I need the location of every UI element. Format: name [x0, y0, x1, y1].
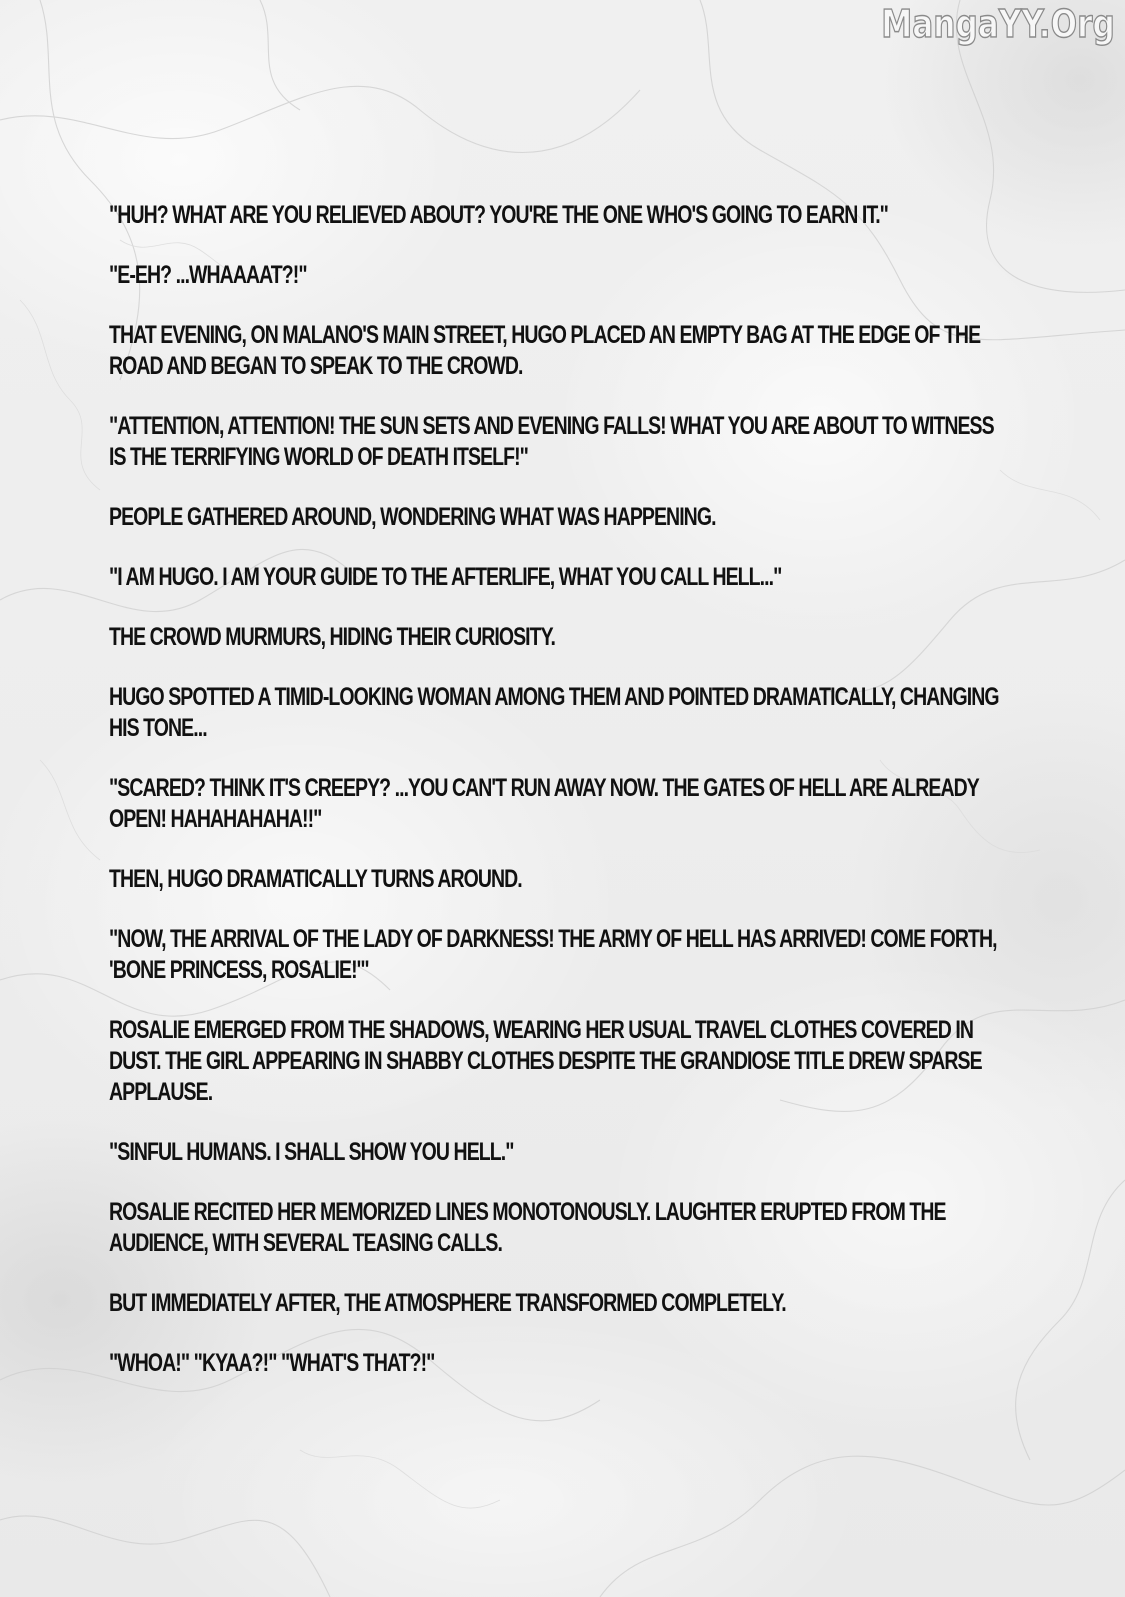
paragraph: PEOPLE GATHERED AROUND, WONDERING WHAT WAS HAPPENING.	[109, 503, 716, 531]
paragraph: "E-EH? ...WHAAAAT?!"	[109, 261, 307, 289]
paragraph: "SCARED? THINK IT'S CREEPY? ...YOU CAN'T RUN AWAY NOW. THE GATES OF HELL ARE ALREADY OPEN! HAHAHAHAHA!!"	[109, 774, 979, 833]
paragraph: ROSALIE EMERGED FROM THE SHADOWS, WEARING HER USUAL TRAVEL CLOTHES COVERED IN DUST. THE GIRL APPEARING IN SHABBY CLOTHES DESPITE THE GRANDIOSE TITLE DREW SPARSE APPLAUSE.	[109, 1016, 982, 1106]
paragraph: "ATTENTION, ATTENTION! THE SUN SETS AND EVENING FALLS! WHAT YOU ARE ABOUT TO WITNESS IS THE TERRIFYING WORLD OF DEATH ITSELF!"	[109, 412, 994, 471]
paragraph: THE CROWD MURMURS, HIDING THEIR CURIOSITY.	[109, 623, 556, 651]
paragraph: ROSALIE RECITED HER MEMORIZED LINES MONOTONOUSLY. LAUGHTER ERUPTED FROM THE AUDIENCE, WITH SEVERAL TEASING CALLS.	[109, 1198, 946, 1257]
paragraph: "SINFUL HUMANS. I SHALL SHOW YOU HELL."	[109, 1138, 514, 1166]
chapter-text	[109, 200, 1009, 1408]
paragraph: "I AM HUGO. I AM YOUR GUIDE TO THE AFTERLIFE, WHAT YOU CALL HELL..."	[109, 563, 782, 591]
paragraph: BUT IMMEDIATELY AFTER, THE ATMOSPHERE TRANSFORMED COMPLETELY.	[109, 1289, 786, 1317]
paragraph: THEN, HUGO DRAMATICALLY TURNS AROUND.	[109, 865, 522, 893]
paragraph: HUGO SPOTTED A TIMID-LOOKING WOMAN AMONG THEM AND POINTED DRAMATICALLY, CHANGING HIS TONE...	[109, 683, 999, 742]
paragraph: "WHOA!" "KYAA?!" "WHAT'S THAT?!"	[109, 1349, 435, 1377]
paragraph: "HUH? WHAT ARE YOU RELIEVED ABOUT? YOU'RE THE ONE WHO'S GOING TO EARN IT."	[109, 201, 888, 229]
paragraph: THAT EVENING, ON MALANO'S MAIN STREET, HUGO PLACED AN EMPTY BAG AT THE EDGE OF THE ROAD AND BEGAN TO SPEAK TO THE CROWD.	[109, 321, 981, 380]
watermark-logo: MangaYY.Org	[881, 2, 1115, 46]
paragraph: "NOW, THE ARRIVAL OF THE LADY OF DARKNESS! THE ARMY OF HELL HAS ARRIVED! COME FORTH, 'BONE PRINCESS, ROSALIE!'"	[109, 925, 997, 984]
